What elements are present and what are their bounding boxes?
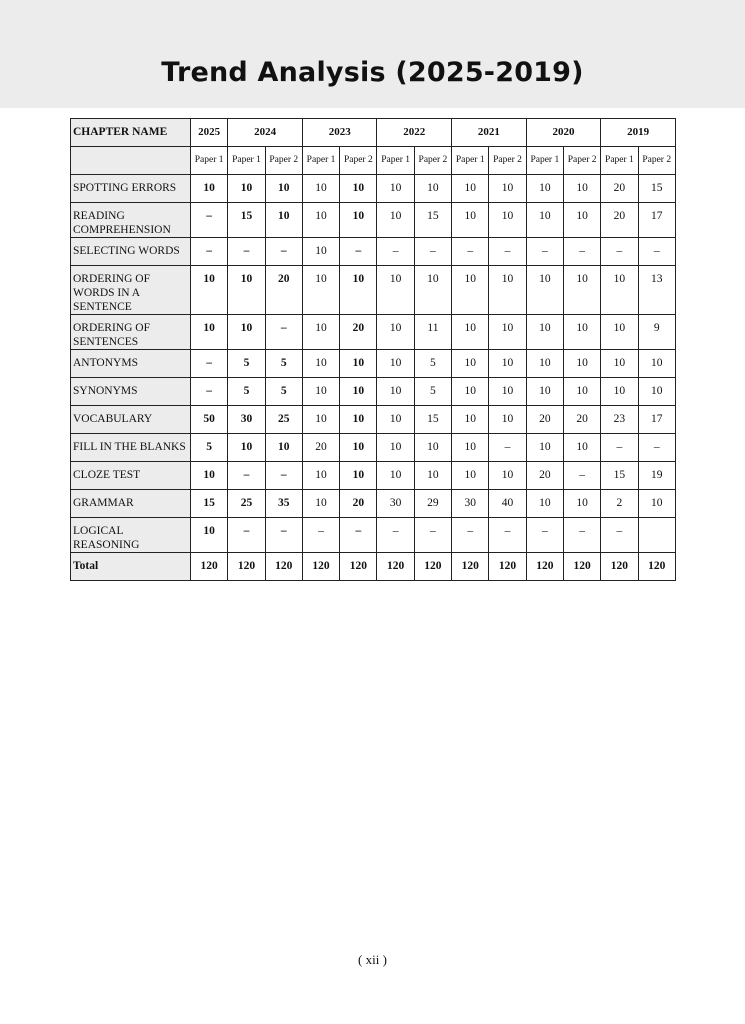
value-cell: 10: [377, 406, 414, 434]
paper-header: Paper 2: [414, 147, 451, 175]
value-cell: 30: [452, 490, 489, 518]
value-cell: 20: [563, 406, 600, 434]
value-cell: 15: [414, 203, 451, 238]
value-cell: 10: [563, 315, 600, 350]
chapter-name-cell: VOCABULARY: [71, 406, 191, 434]
value-cell: 20: [601, 203, 638, 238]
table-row: [71, 266, 676, 315]
paper-header: Paper 2: [340, 147, 377, 175]
value-cell: –: [489, 238, 526, 266]
value-cell: 10: [414, 175, 451, 203]
value-cell: 10: [489, 406, 526, 434]
chapter-name-cell: ANTONYMS: [71, 350, 191, 378]
value-cell: 11: [414, 315, 451, 350]
value-cell: 10: [340, 266, 377, 315]
value-cell: 35: [265, 490, 302, 518]
value-cell: 10: [302, 203, 339, 238]
value-cell: –: [340, 518, 377, 553]
total-row: [71, 553, 676, 581]
value-cell: 10: [452, 378, 489, 406]
value-cell: 10: [265, 203, 302, 238]
paper-header: Paper 1: [302, 147, 339, 175]
value-cell: 10: [340, 175, 377, 203]
value-cell: 10: [638, 378, 675, 406]
page-title: Trend Analysis (2025-2019): [161, 57, 584, 88]
total-cell: 120: [377, 553, 414, 581]
chapter-name-cell: ORDERING OF WORDS IN A SENTENCE: [71, 266, 191, 315]
value-cell: –: [563, 462, 600, 490]
paper-header-row: [71, 147, 676, 175]
value-cell: –: [228, 462, 265, 490]
value-cell: 13: [638, 266, 675, 315]
value-cell: –: [228, 518, 265, 553]
value-cell: –: [414, 238, 451, 266]
value-cell: 10: [340, 350, 377, 378]
value-cell: 10: [377, 315, 414, 350]
value-cell: 10: [452, 266, 489, 315]
value-cell: 30: [228, 406, 265, 434]
value-cell: –: [191, 203, 228, 238]
value-cell: –: [191, 350, 228, 378]
value-cell: 10: [414, 266, 451, 315]
chapter-name-cell: FILL IN THE BLANKS: [71, 434, 191, 462]
total-cell: 120: [638, 553, 675, 581]
value-cell: 10: [489, 175, 526, 203]
table-row: [71, 315, 676, 350]
value-cell: 10: [489, 462, 526, 490]
value-cell: 10: [377, 203, 414, 238]
value-cell: 10: [302, 350, 339, 378]
value-cell: 5: [228, 350, 265, 378]
value-cell: 10: [489, 203, 526, 238]
value-cell: 15: [191, 490, 228, 518]
value-cell: 10: [340, 434, 377, 462]
value-cell: 10: [228, 266, 265, 315]
total-cell: 120: [489, 553, 526, 581]
blank-header-cell: [71, 147, 191, 175]
total-cell: 120: [265, 553, 302, 581]
value-cell: 10: [452, 350, 489, 378]
value-cell: 10: [340, 203, 377, 238]
value-cell: 10: [377, 462, 414, 490]
value-cell: 25: [228, 490, 265, 518]
value-cell: 10: [601, 315, 638, 350]
value-cell: 20: [601, 175, 638, 203]
year-header: 2024: [228, 119, 303, 147]
value-cell: 20: [340, 490, 377, 518]
total-label: Total: [71, 553, 191, 581]
page-header-band: [0, 0, 745, 108]
value-cell: 10: [526, 175, 563, 203]
paper-header: Paper 2: [638, 147, 675, 175]
value-cell: 10: [638, 490, 675, 518]
chapter-name-cell: SPOTTING ERRORS: [71, 175, 191, 203]
total-cell: 120: [340, 553, 377, 581]
value-cell: 23: [601, 406, 638, 434]
total-cell: 120: [526, 553, 563, 581]
value-cell: –: [377, 238, 414, 266]
value-cell: 10: [377, 378, 414, 406]
paper-header: Paper 1: [377, 147, 414, 175]
value-cell: –: [265, 518, 302, 553]
chapter-name-header: CHAPTER NAME: [71, 119, 191, 147]
value-cell: 10: [563, 203, 600, 238]
value-cell: 17: [638, 406, 675, 434]
page-number: ( xii ): [358, 952, 387, 967]
value-cell: –: [601, 238, 638, 266]
value-cell: 10: [489, 350, 526, 378]
total-cell: 120: [601, 553, 638, 581]
paper-header: Paper 2: [265, 147, 302, 175]
value-cell: 10: [191, 518, 228, 553]
value-cell: 10: [526, 350, 563, 378]
value-cell: 10: [526, 434, 563, 462]
value-cell: 10: [601, 266, 638, 315]
total-cell: 120: [228, 553, 265, 581]
value-cell: 10: [302, 406, 339, 434]
value-cell: 10: [340, 462, 377, 490]
year-header: 2025: [191, 119, 228, 147]
value-cell: 10: [452, 406, 489, 434]
value-cell: –: [265, 462, 302, 490]
value-cell: –: [452, 518, 489, 553]
value-cell: 10: [452, 315, 489, 350]
value-cell: –: [601, 518, 638, 553]
value-cell: –: [526, 238, 563, 266]
value-cell: –: [489, 518, 526, 553]
value-cell: 10: [638, 350, 675, 378]
value-cell: 20: [302, 434, 339, 462]
value-cell: 10: [452, 434, 489, 462]
chapter-name-cell: GRAMMAR: [71, 490, 191, 518]
chapter-name-cell: READING COMPREHENSION: [71, 203, 191, 238]
chapter-name-cell: LOGICAL REASONING: [71, 518, 191, 553]
value-cell: –: [265, 315, 302, 350]
total-cell: 120: [452, 553, 489, 581]
value-cell: 10: [414, 434, 451, 462]
value-cell: 50: [191, 406, 228, 434]
value-cell: 10: [265, 175, 302, 203]
value-cell: 15: [638, 175, 675, 203]
value-cell: 10: [526, 203, 563, 238]
chapter-name-cell: SYNONYMS: [71, 378, 191, 406]
value-cell: –: [563, 518, 600, 553]
value-cell: 5: [265, 350, 302, 378]
value-cell: 5: [265, 378, 302, 406]
total-cell: 120: [191, 553, 228, 581]
value-cell: 10: [302, 266, 339, 315]
chapter-name-cell: CLOZE TEST: [71, 462, 191, 490]
value-cell: 10: [191, 462, 228, 490]
value-cell: –: [265, 238, 302, 266]
table-row: [71, 462, 676, 490]
value-cell: 19: [638, 462, 675, 490]
value-cell: 10: [340, 406, 377, 434]
table-row: [71, 350, 676, 378]
paper-header: Paper 1: [526, 147, 563, 175]
year-header: 2023: [302, 119, 377, 147]
value-cell: 10: [302, 490, 339, 518]
value-cell: 20: [526, 462, 563, 490]
chapter-name-cell: ORDERING OF SENTENCES: [71, 315, 191, 350]
value-cell: 10: [452, 175, 489, 203]
value-cell: –: [638, 434, 675, 462]
value-cell: –: [526, 518, 563, 553]
value-cell: 10: [377, 434, 414, 462]
value-cell: 5: [191, 434, 228, 462]
value-cell: –: [377, 518, 414, 553]
value-cell: 15: [601, 462, 638, 490]
value-cell: –: [563, 238, 600, 266]
value-cell: 10: [563, 350, 600, 378]
value-cell: –: [191, 378, 228, 406]
table-row: [71, 490, 676, 518]
value-cell: 10: [191, 175, 228, 203]
table-row: [71, 175, 676, 203]
value-cell: 40: [489, 490, 526, 518]
value-cell: 10: [526, 315, 563, 350]
value-cell: 10: [563, 266, 600, 315]
value-cell: 10: [601, 350, 638, 378]
value-cell: 17: [638, 203, 675, 238]
value-cell: –: [414, 518, 451, 553]
value-cell: 10: [452, 462, 489, 490]
total-cell: 120: [302, 553, 339, 581]
value-cell: 10: [377, 350, 414, 378]
value-cell: 10: [526, 378, 563, 406]
value-cell: 2: [601, 490, 638, 518]
value-cell: 10: [526, 266, 563, 315]
paper-header: Paper 1: [191, 147, 228, 175]
value-cell: 10: [489, 378, 526, 406]
table-row: [71, 518, 676, 553]
value-cell: –: [340, 238, 377, 266]
value-cell: 10: [489, 315, 526, 350]
year-header: 2019: [601, 119, 676, 147]
table-row: [71, 434, 676, 462]
value-cell: 5: [228, 378, 265, 406]
value-cell: 20: [526, 406, 563, 434]
total-cell: 120: [563, 553, 600, 581]
year-header: 2020: [526, 119, 601, 147]
value-cell: 10: [302, 315, 339, 350]
value-cell: –: [638, 238, 675, 266]
value-cell: 10: [563, 378, 600, 406]
value-cell: 10: [191, 315, 228, 350]
table-row: [71, 203, 676, 238]
value-cell: –: [228, 238, 265, 266]
year-header-row: [71, 119, 676, 147]
value-cell: 10: [228, 315, 265, 350]
table-row: [71, 238, 676, 266]
table-row: [71, 406, 676, 434]
paper-header: Paper 2: [489, 147, 526, 175]
value-cell: 10: [563, 490, 600, 518]
value-cell: 10: [377, 266, 414, 315]
value-cell: 10: [302, 462, 339, 490]
value-cell: 5: [414, 350, 451, 378]
total-cell: 120: [414, 553, 451, 581]
value-cell: 9: [638, 315, 675, 350]
value-cell: 10: [563, 434, 600, 462]
value-cell: 10: [228, 434, 265, 462]
table-row: [71, 378, 676, 406]
value-cell: [638, 518, 675, 553]
value-cell: 5: [414, 378, 451, 406]
value-cell: 10: [340, 378, 377, 406]
year-header: 2021: [452, 119, 527, 147]
paper-header: Paper 1: [452, 147, 489, 175]
value-cell: –: [191, 238, 228, 266]
value-cell: 10: [302, 378, 339, 406]
value-cell: 10: [563, 175, 600, 203]
value-cell: 10: [377, 175, 414, 203]
chapter-name-cell: SELECTING WORDS: [71, 238, 191, 266]
value-cell: 10: [414, 462, 451, 490]
value-cell: 10: [265, 434, 302, 462]
value-cell: 15: [414, 406, 451, 434]
value-cell: 10: [302, 238, 339, 266]
value-cell: –: [601, 434, 638, 462]
value-cell: 10: [228, 175, 265, 203]
paper-header: Paper 2: [563, 147, 600, 175]
value-cell: 30: [377, 490, 414, 518]
value-cell: 29: [414, 490, 451, 518]
year-header: 2022: [377, 119, 452, 147]
value-cell: 10: [601, 378, 638, 406]
value-cell: 15: [228, 203, 265, 238]
value-cell: –: [302, 518, 339, 553]
value-cell: 20: [340, 315, 377, 350]
value-cell: 10: [526, 490, 563, 518]
value-cell: 20: [265, 266, 302, 315]
value-cell: –: [489, 434, 526, 462]
value-cell: –: [452, 238, 489, 266]
trend-analysis-table: [70, 118, 676, 581]
value-cell: 10: [191, 266, 228, 315]
paper-header: Paper 1: [228, 147, 265, 175]
value-cell: 10: [489, 266, 526, 315]
value-cell: 10: [302, 175, 339, 203]
value-cell: 25: [265, 406, 302, 434]
value-cell: 10: [452, 203, 489, 238]
paper-header: Paper 1: [601, 147, 638, 175]
